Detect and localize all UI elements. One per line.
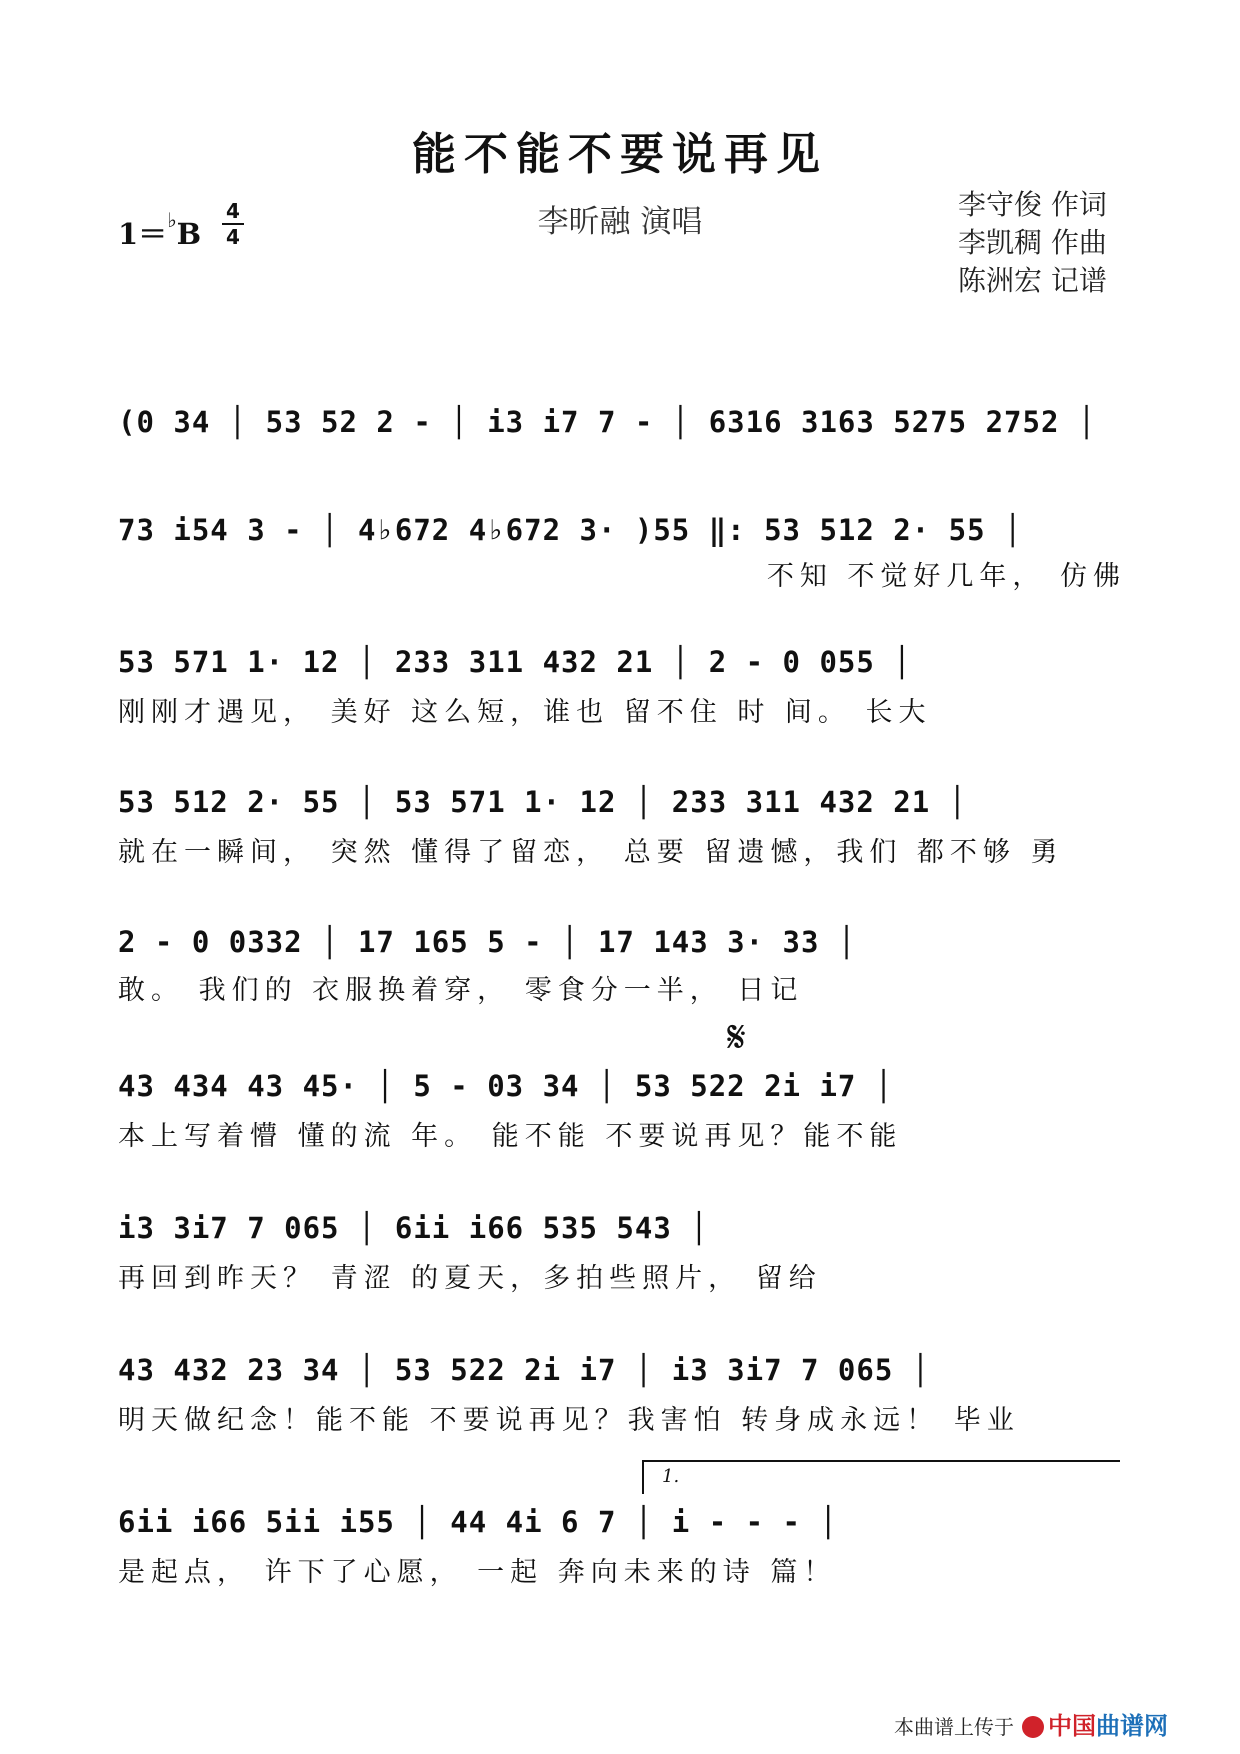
notation-line-5: 2 - 0 0332 │ 17 165 5 - │ 17 143 3· 33 │ xyxy=(118,925,857,959)
notation-line-7: i3 3i7 7 065 │ 6ii i66 535 543 │ xyxy=(118,1211,709,1245)
first-ending-label: 1. xyxy=(662,1466,680,1487)
time-signature xyxy=(222,200,244,248)
site-logo-icon xyxy=(1022,1716,1044,1738)
notation-line-4: 53 512 2· 55 │ 53 571 1· 12 │ 233 311 432 21 │ xyxy=(118,785,968,819)
brand-text: 中国 xyxy=(1048,1712,1096,1740)
lyrics-line-6: 本上写着懵 懂的流 年。 能不能 不要说再见？能不能 xyxy=(118,1121,903,1152)
key-prefix: 1＝ xyxy=(118,217,168,251)
key-note: B xyxy=(176,217,202,251)
brand-text-2: 曲谱网 xyxy=(1096,1712,1168,1740)
upload-footer xyxy=(894,1706,1168,1741)
key-signature xyxy=(118,208,202,253)
notation-line-6: 43 434 43 45· │ 5 - 03 34 │ 53 522 2i i7 │ xyxy=(118,1069,894,1103)
credits xyxy=(958,186,1107,300)
uploaded-text: 本曲谱上传于 xyxy=(894,1715,1014,1739)
flat-sign: ♭ xyxy=(167,208,177,233)
transcriber-credit: 陈洲宏 记谱 xyxy=(958,264,1107,297)
composer-credit: 李凯稠 作曲 xyxy=(958,226,1107,259)
meter-top: 4 xyxy=(226,199,240,223)
singer-credit: 李昕融 演唱 xyxy=(537,204,703,240)
lyrics-line-8: 明天做纪念！能不能 不要说再见？我害怕 转身成永远！ 毕业 xyxy=(118,1405,1020,1436)
lyrics-line-5: 敢。 我们的 衣服换着穿， 零食分一半， 日记 xyxy=(118,975,804,1006)
notation-line-9: 6ii i66 5ii i55 │ 44 4i 6 7 │ i - - - │ xyxy=(118,1505,838,1539)
score-title: 能不能不要说再见 xyxy=(412,129,828,180)
notation-line-3: 53 571 1· 12 │ 233 311 432 21 │ 2 - 0 055 │ xyxy=(118,645,912,679)
lyrics-line-4: 就在一瞬间， 突然 懂得了留恋， 总要 留遗憾，我们 都不够 勇 xyxy=(118,837,1064,868)
first-ending-bracket xyxy=(642,1460,1120,1494)
lyrics-line-3: 刚刚才遇见， 美好 这么短，谁也 留不住 时 间。 长大 xyxy=(118,697,932,728)
lyricist-credit: 李守俊 作词 xyxy=(958,188,1107,221)
notation-line-1: (0 34 │ 53 52 2 - │ i3 i7 7 - │ 6316 3163 5275 2752 │ xyxy=(118,405,1097,439)
lyrics-line-9: 是起点， 许下了心愿， 一起 奔向未来的诗 篇！ xyxy=(118,1557,837,1588)
meter-bottom: 4 xyxy=(226,225,240,249)
notation-line-8: 43 432 23 34 │ 53 522 2i i7 │ i3 3i7 7 065 │ xyxy=(118,1353,931,1387)
lyrics-line-7: 再回到昨天？ 青涩 的夏天，多拍些照片， 留给 xyxy=(118,1263,822,1294)
lyrics-line-2: 不知 不觉好几年， 仿佛 xyxy=(766,561,1126,592)
notation-line-2: 73 i54 3 - │ 4♭672 4♭672 3· )55 ‖: 53 512 2· 55 │ xyxy=(118,513,1023,547)
segno-sign: 𝄋 xyxy=(727,1012,746,1063)
